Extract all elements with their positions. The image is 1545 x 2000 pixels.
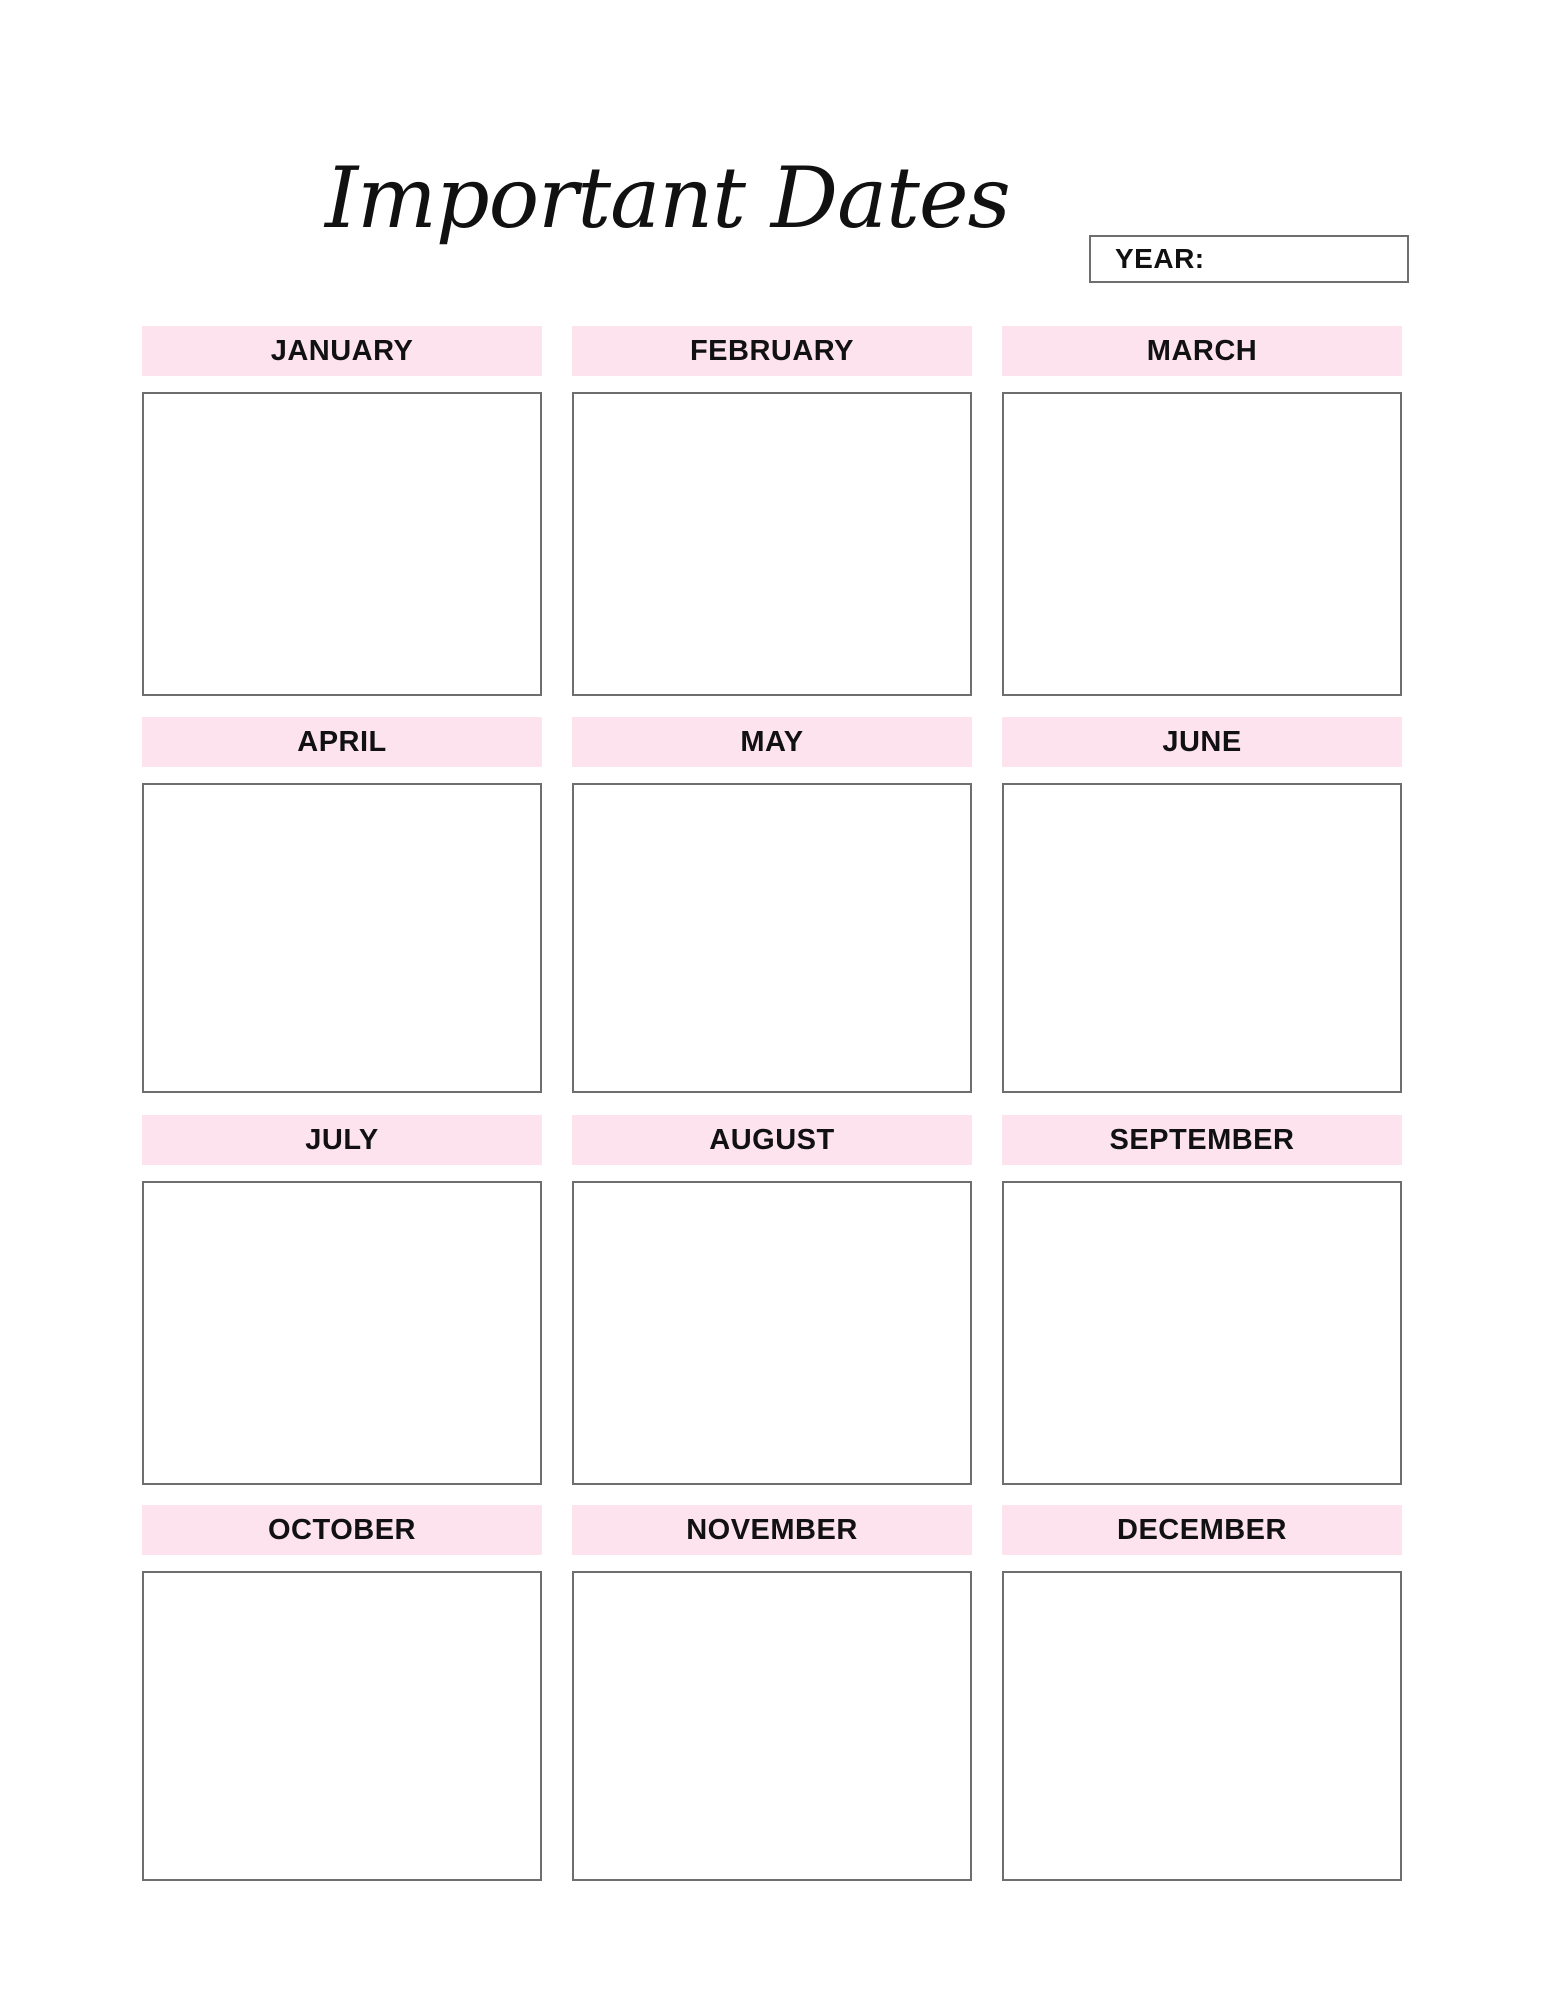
month-notes-box[interactable] bbox=[142, 1571, 542, 1881]
month-notes-box[interactable] bbox=[1002, 392, 1402, 696]
month-header: JUNE bbox=[1002, 717, 1402, 767]
month-september bbox=[1002, 1115, 1402, 1165]
month-march bbox=[1002, 326, 1402, 376]
month-header: SEPTEMBER bbox=[1002, 1115, 1402, 1165]
month-notes-box[interactable] bbox=[572, 783, 972, 1093]
month-january bbox=[142, 326, 542, 376]
month-notes-box[interactable] bbox=[572, 1181, 972, 1485]
month-header: MARCH bbox=[1002, 326, 1402, 376]
month-notes-box[interactable] bbox=[142, 392, 542, 696]
month-header: FEBRUARY bbox=[572, 326, 972, 376]
month-august bbox=[572, 1115, 972, 1165]
month-header: DECEMBER bbox=[1002, 1505, 1402, 1555]
month-header: APRIL bbox=[142, 717, 542, 767]
month-notes-box[interactable] bbox=[1002, 783, 1402, 1093]
year-field[interactable] bbox=[1089, 235, 1409, 283]
page-title: Important Dates bbox=[325, 149, 1010, 247]
month-february bbox=[572, 326, 972, 376]
month-april bbox=[142, 717, 542, 767]
month-header: JULY bbox=[142, 1115, 542, 1165]
month-header: JANUARY bbox=[142, 326, 542, 376]
month-header: AUGUST bbox=[572, 1115, 972, 1165]
month-november bbox=[572, 1505, 972, 1555]
month-october bbox=[142, 1505, 542, 1555]
month-june bbox=[1002, 717, 1402, 767]
month-notes-box[interactable] bbox=[572, 392, 972, 696]
month-notes-box[interactable] bbox=[1002, 1181, 1402, 1485]
month-notes-box[interactable] bbox=[1002, 1571, 1402, 1881]
month-notes-box[interactable] bbox=[142, 1181, 542, 1485]
month-notes-box[interactable] bbox=[142, 783, 542, 1093]
month-july bbox=[142, 1115, 542, 1165]
year-label: YEAR: bbox=[1115, 243, 1205, 274]
month-header: MAY bbox=[572, 717, 972, 767]
month-december bbox=[1002, 1505, 1402, 1555]
month-notes-box[interactable] bbox=[572, 1571, 972, 1881]
month-header: OCTOBER bbox=[142, 1505, 542, 1555]
month-may bbox=[572, 717, 972, 767]
month-header: NOVEMBER bbox=[572, 1505, 972, 1555]
